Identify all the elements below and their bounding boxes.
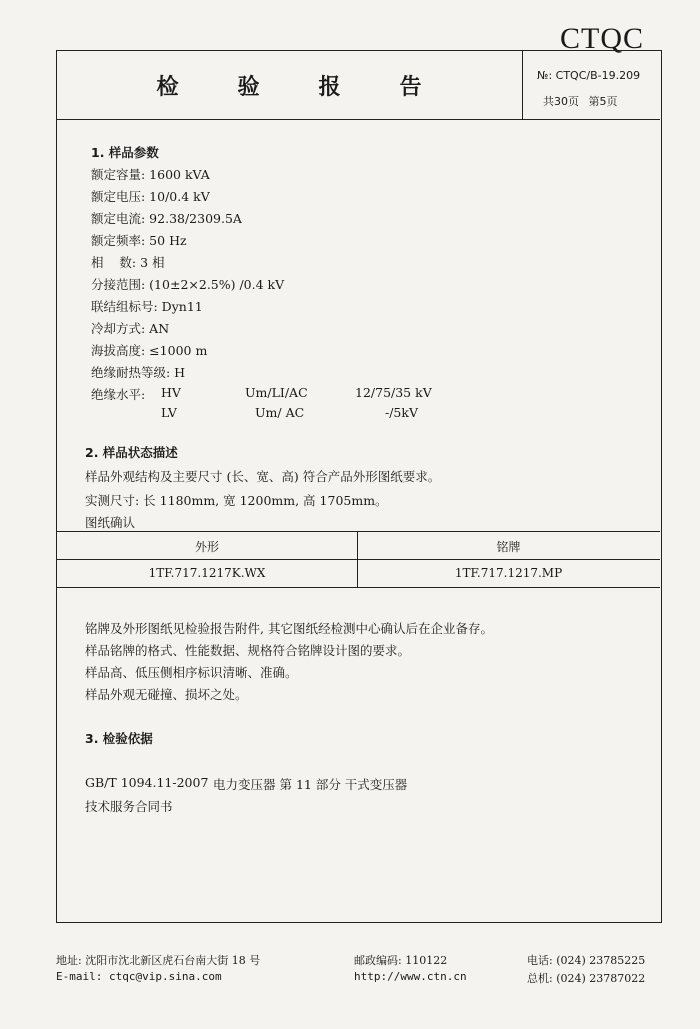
footer-phone: 电话: (024) 23785225 — [527, 954, 646, 967]
report-title — [57, 51, 521, 119]
footer-email: E-mail: ctqc@vip.sina.com — [56, 970, 222, 983]
insulation-hv-type: Um/LI/AC — [245, 385, 308, 400]
insulation-lv-side: LV — [161, 405, 177, 420]
footer-postcode: 邮政编码: 110122 — [354, 954, 448, 967]
appearance-line: 样品外观结构及主要尺寸 (长、宽、高) 符合产品外形图纸要求。 — [85, 469, 441, 484]
param-rated-frequency: 额定频率: 50 Hz — [91, 233, 187, 248]
ctqc-logo: CTQC — [560, 22, 645, 55]
title-char: 报 — [318, 74, 341, 100]
standard-name: 电力变压器 第 11 部分 干式变压器 — [213, 777, 408, 792]
table-top-border — [57, 531, 660, 532]
param-rated-capacity: 额定容量: 1600 kVA — [91, 167, 210, 182]
insulation-hv-value: 12/75/35 kV — [355, 385, 432, 400]
section-3-title: 3. 检验依据 — [85, 731, 153, 746]
footer-switchboard: 总机: (024) 23787022 — [527, 972, 646, 985]
drawing-confirm-line: 图纸确认 — [85, 515, 136, 530]
table-value-nameplate: 1TF.717.1217.MP — [454, 566, 563, 580]
param-phases: 相 数: 3 相 — [91, 255, 165, 270]
section-2-title: 2. 样品状态描述 — [85, 445, 178, 460]
note-drawings: 铭牌及外形图纸见检验报告附件, 其它图纸经检测中心确认后在企业备存。 — [85, 621, 493, 636]
note-appearance: 样品外观无碰撞、损坏之处。 — [85, 687, 248, 702]
measured-size-line: 实测尺寸: 长 1180mm, 宽 1200mm, 高 1705mm。 — [85, 493, 388, 508]
title-char: 告 — [399, 74, 422, 100]
report-header — [57, 51, 660, 120]
table-header-outline: 外形 — [194, 540, 219, 554]
service-contract: 技术服务合同书 — [85, 799, 173, 814]
insulation-label: 绝缘水平: — [91, 387, 146, 402]
report-meta — [522, 51, 661, 119]
insulation-hv-side: HV — [161, 385, 181, 400]
table-value-outline: 1TF.717.1217K.WX — [148, 566, 266, 580]
table-mid-border — [57, 559, 660, 560]
footer-address: 地址: 沈阳市沈北新区虎石台南大街 18 号 — [56, 954, 261, 967]
table-header-nameplate: 铭牌 — [496, 540, 521, 554]
report-number: №: CTQC/B-19.209 — [537, 69, 641, 82]
table-bottom-border — [57, 587, 660, 588]
param-rated-current: 额定电流: 92.38/2309.5A — [91, 211, 242, 226]
footer-website: http://www.ctn.cn — [354, 970, 467, 983]
report-frame — [56, 50, 662, 923]
param-cooling: 冷却方式: AN — [91, 321, 170, 336]
param-vector-group: 联结组标号: Dyn11 — [91, 299, 203, 314]
page-count: 共30页 第5页 — [543, 95, 618, 108]
insulation-lv-value: -/5kV — [385, 405, 418, 420]
param-tap-range: 分接范围: (10±2×2.5%) /0.4 kV — [91, 277, 285, 292]
note-phase-marking: 样品高、低压侧相序标识清晰、准确。 — [85, 665, 298, 680]
insulation-lv-type: Um/ AC — [255, 405, 305, 420]
section-1-title: 1. 样品参数 — [91, 145, 159, 160]
standard-code: GB/T 1094.11-2007 — [85, 775, 209, 790]
note-nameplate: 样品铭牌的格式、性能数据、规格符合铭牌设计图的要求。 — [85, 643, 411, 658]
title-char: 验 — [237, 74, 260, 100]
param-rated-voltage: 额定电压: 10/0.4 kV — [91, 189, 210, 204]
param-altitude: 海拔高度: ≤1000 m — [91, 343, 208, 358]
title-char: 检 — [156, 74, 179, 100]
param-insulation-class: 绝缘耐热等级: H — [91, 365, 186, 380]
